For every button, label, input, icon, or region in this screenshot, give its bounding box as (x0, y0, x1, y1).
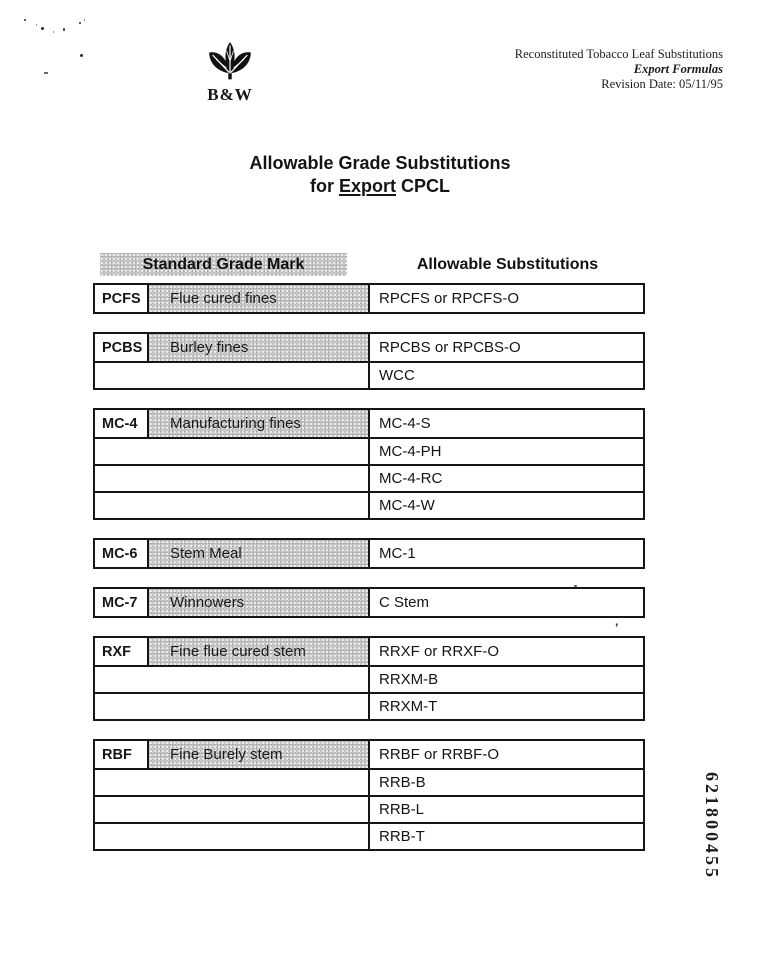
substitution-value: MC-4-RC (370, 466, 643, 491)
grade-description: Manufacturing fines (149, 410, 368, 437)
grade-mark: PCFS (95, 285, 149, 312)
substitution-value: MC-1 (370, 540, 643, 567)
grade-mark: MC-7 (95, 589, 149, 616)
substitution-value: RRBF or RRBF-O (370, 741, 643, 768)
bates-number: 621800455 (702, 772, 722, 880)
grade-group-table (93, 739, 645, 851)
empty-cell (95, 439, 370, 464)
letterhead (515, 47, 723, 92)
table-row (95, 464, 643, 491)
substitution-value: RRB-L (370, 797, 643, 822)
substitution-tables (93, 253, 645, 869)
title-line2: for Export CPCL (309, 176, 450, 196)
scan-speck (36, 24, 37, 26)
scan-speck (84, 19, 85, 21)
empty-cell (95, 493, 370, 518)
grade-mark: PCBS (95, 334, 149, 361)
grade-tables (93, 283, 645, 851)
letterhead-line1: Reconstituted Tobacco Leaf Substitutions (514, 47, 723, 61)
scan-speck (53, 31, 54, 33)
grade-description: Stem Meal (149, 540, 368, 567)
table-row (95, 692, 643, 719)
grade-mark: RBF (95, 741, 149, 768)
grade-description: Burley fines (149, 334, 368, 361)
letterhead-revision-date: Revision Date: 05/11/95 (601, 77, 723, 91)
tobacco-leaves-icon (198, 40, 262, 84)
grade-group-table (93, 636, 645, 721)
grade-mark: MC-6 (95, 540, 149, 567)
substitution-value: RRXF or RRXF-O (370, 638, 643, 665)
grade-description: Flue cured fines (149, 285, 368, 312)
table-row (95, 540, 643, 567)
grade-group-table (93, 408, 645, 520)
scan-speck (80, 54, 83, 57)
substitution-value: RRXM-T (370, 694, 643, 719)
substitution-value: MC-4-W (370, 493, 643, 518)
stray-apostrophe-mark: ’ (615, 621, 619, 635)
table-row (95, 361, 643, 388)
grade-description: Winnowers (149, 589, 368, 616)
grade-description: Fine flue cured stem (149, 638, 368, 665)
substitution-value: RRXM-B (370, 667, 643, 692)
grade-group-table (93, 283, 645, 314)
logo-text: B&W (207, 85, 253, 104)
substitution-value: WCC (370, 363, 643, 388)
table-row (95, 410, 643, 437)
table-row (95, 741, 643, 768)
company-logo (198, 40, 262, 105)
empty-cell (95, 363, 370, 388)
table-row (95, 491, 643, 518)
table-row (95, 822, 643, 849)
column-headers (93, 253, 645, 277)
substitution-value: C Stem (370, 589, 643, 616)
grade-group-table (93, 538, 645, 569)
empty-cell (95, 770, 370, 795)
scan-speck (44, 72, 48, 74)
grade-group-table (93, 587, 645, 618)
substitution-value: MC-4-PH (370, 439, 643, 464)
page-title (0, 152, 760, 198)
empty-cell (95, 824, 370, 849)
table-row (95, 665, 643, 692)
table-row (95, 334, 643, 361)
scan-speck (41, 27, 44, 30)
grade-group-table (93, 332, 645, 390)
empty-cell (95, 797, 370, 822)
scan-speck (63, 28, 65, 31)
title-underlined-word: Export (338, 176, 396, 196)
table-row (95, 795, 643, 822)
table-row (95, 285, 643, 312)
grade-mark: MC-4 (95, 410, 149, 437)
empty-cell (95, 694, 370, 719)
title-line1: Allowable Grade Substitutions (249, 153, 511, 173)
empty-cell (95, 667, 370, 692)
table-row (95, 437, 643, 464)
scan-speck (24, 19, 26, 21)
table-row (95, 768, 643, 795)
letterhead-line2: Export Formulas (633, 62, 723, 76)
empty-cell (95, 466, 370, 491)
table-row (95, 589, 643, 616)
column-header-allowable-substitutions: Allowable Substitutions (416, 256, 599, 273)
grade-description: Fine Burely stem (149, 741, 368, 768)
table-row (95, 638, 643, 665)
substitution-value: RRB-B (370, 770, 643, 795)
substitution-value: RPCFS or RPCFS-O (370, 285, 643, 312)
substitution-value: RRB-T (370, 824, 643, 849)
substitution-value: MC-4-S (370, 410, 643, 437)
substitution-value: RPCBS or RPCBS-O (370, 334, 643, 361)
scan-speck (79, 22, 81, 24)
grade-mark: RXF (95, 638, 149, 665)
column-header-standard-grade-mark: Standard Grade Mark (100, 253, 347, 276)
